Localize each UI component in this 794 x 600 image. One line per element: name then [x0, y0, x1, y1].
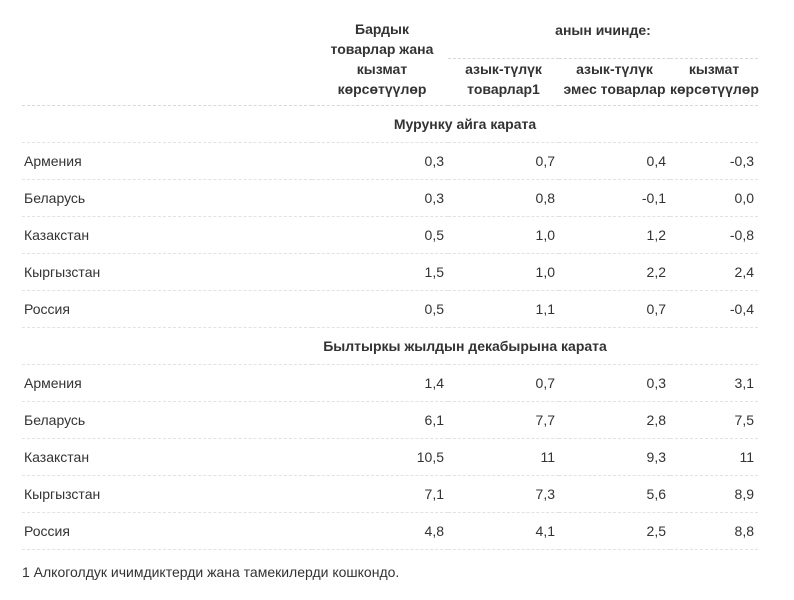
total-value-cell: 1,4: [312, 365, 448, 402]
country-cell: Беларусь: [22, 402, 312, 439]
table-row: [22, 513, 758, 550]
total-value-cell: 10,5: [312, 439, 448, 476]
food-value-cell: 1,0: [448, 254, 559, 291]
table-row: [22, 439, 758, 476]
services-value-cell: -0,8: [670, 217, 758, 254]
country-cell: Казакстан: [22, 217, 312, 254]
services-value-cell: 11: [670, 439, 758, 476]
services-value-cell: -0,3: [670, 143, 758, 180]
nonfood-value-cell: 0,4: [559, 143, 670, 180]
services-value-cell: 7,5: [670, 402, 758, 439]
country-cell: Россия: [22, 291, 312, 328]
food-value-cell: 0,8: [448, 180, 559, 217]
header-services: [670, 59, 758, 106]
country-cell: Армения: [22, 143, 312, 180]
nonfood-value-cell: 2,8: [559, 402, 670, 439]
header-food-line: товарлар1: [467, 81, 540, 97]
food-value-cell: 0,7: [448, 365, 559, 402]
food-value-cell: 7,7: [448, 402, 559, 439]
total-value-cell: 6,1: [312, 402, 448, 439]
table-row: [22, 180, 758, 217]
nonfood-value-cell: 5,6: [559, 476, 670, 513]
food-value-cell: 1,0: [448, 217, 559, 254]
header-total-line: товарлар жана: [330, 41, 434, 57]
price-index-table: [22, 10, 758, 550]
section-title: Былтыркы жылдын декабырына карата: [22, 328, 758, 365]
header-total-line: көрсөтүүлөр: [337, 81, 427, 97]
country-cell: Россия: [22, 513, 312, 550]
services-value-cell: 3,1: [670, 365, 758, 402]
table-row: [22, 254, 758, 291]
section-header-row: [22, 106, 758, 143]
total-value-cell: 1,5: [312, 254, 448, 291]
header-food: [448, 59, 559, 106]
food-value-cell: 0,7: [448, 143, 559, 180]
header-nonfood-line: азык-түлүк: [576, 61, 653, 77]
nonfood-value-cell: 1,2: [559, 217, 670, 254]
header-group-label: анын ичинде:: [555, 22, 651, 38]
table-row: [22, 143, 758, 180]
nonfood-value-cell: 2,2: [559, 254, 670, 291]
header-group: [448, 10, 758, 59]
total-value-cell: 0,3: [312, 180, 448, 217]
food-value-cell: 11: [448, 439, 559, 476]
services-value-cell: 8,9: [670, 476, 758, 513]
header-food-line: азык-түлүк: [465, 61, 542, 77]
table-row: [22, 476, 758, 513]
header-services-line: көрсөтүүлөр: [670, 81, 759, 97]
country-cell: Кыргызстан: [22, 476, 312, 513]
total-value-cell: 0,3: [312, 143, 448, 180]
services-value-cell: -0,4: [670, 291, 758, 328]
header-country-cell: [22, 10, 312, 106]
nonfood-value-cell: 0,7: [559, 291, 670, 328]
table-body: [22, 106, 758, 550]
header-total-line: кызмат: [356, 61, 408, 77]
country-cell: Кыргызстан: [22, 254, 312, 291]
country-cell: Беларусь: [22, 180, 312, 217]
total-value-cell: 7,1: [312, 476, 448, 513]
total-value-cell: 0,5: [312, 291, 448, 328]
header-total-line: Бардык: [355, 21, 409, 37]
table-row: [22, 291, 758, 328]
nonfood-value-cell: 9,3: [559, 439, 670, 476]
services-value-cell: 8,8: [670, 513, 758, 550]
services-value-cell: 0,0: [670, 180, 758, 217]
header-nonfood-line: эмес товарлар: [563, 81, 666, 97]
table-row: [22, 365, 758, 402]
nonfood-value-cell: 0,3: [559, 365, 670, 402]
table-row: [22, 217, 758, 254]
section-header-row: [22, 328, 758, 365]
total-value-cell: 4,8: [312, 513, 448, 550]
table-row: [22, 402, 758, 439]
food-value-cell: 1,1: [448, 291, 559, 328]
nonfood-value-cell: 2,5: [559, 513, 670, 550]
section-title: Мурунку айга карата: [22, 106, 758, 143]
services-value-cell: 2,4: [670, 254, 758, 291]
food-value-cell: 4,1: [448, 513, 559, 550]
header-services-line: кызмат: [688, 61, 740, 77]
header-total: [312, 10, 448, 106]
country-cell: Казакстан: [22, 439, 312, 476]
country-cell: Армения: [22, 365, 312, 402]
food-value-cell: 7,3: [448, 476, 559, 513]
total-value-cell: 0,5: [312, 217, 448, 254]
table-header: [22, 10, 758, 106]
header-nonfood: [559, 59, 670, 106]
nonfood-value-cell: -0,1: [559, 180, 670, 217]
footnote: 1 Алкоголдук ичимдиктерди жана тамекилерди кошкондо.: [22, 564, 400, 580]
